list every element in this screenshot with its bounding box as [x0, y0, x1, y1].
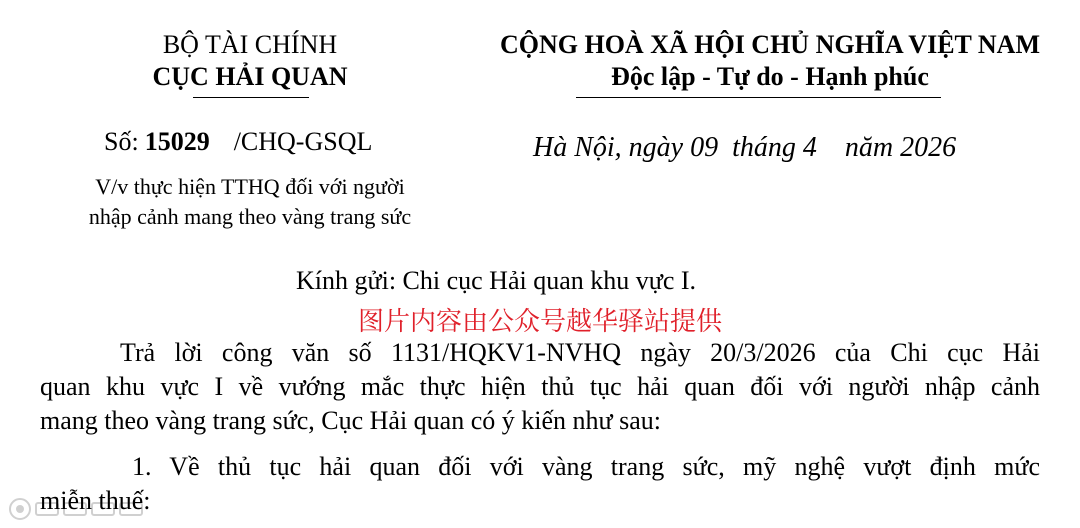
agency-parent: BỘ TÀI CHÍNH: [162, 30, 338, 59]
watermark-caption: 图片内容由公众号越华驿站提供: [357, 307, 722, 337]
national-motto: Độc lập - Tự do - Hạnh phúc: [611, 62, 929, 91]
paragraph-line: miễn thuế:: [40, 486, 151, 515]
agency-name: CỤC HẢI QUAN: [152, 62, 348, 91]
date-year: 2026: [900, 132, 957, 163]
paragraph-line: quan khu vực I về vướng mắc thực hiện thủ tục hải quan đối với người nhập cảnh: [40, 372, 1040, 401]
document-subject: [0, 172, 500, 232]
agency-underline: [193, 97, 309, 98]
subject-line-1: V/v thực hiện TTHQ đối với người: [95, 174, 405, 199]
subject-line-2: nhập cảnh mang theo vàng trang sức: [88, 204, 412, 229]
paragraph-line: mang theo vàng trang sức, Cục Hải quan có ý kiến như sau:: [40, 406, 661, 435]
document-number: [104, 127, 372, 157]
motto-underline: [576, 97, 941, 98]
recipient: Kính gửi: Chi cục Hải quan khu vực I.: [296, 266, 697, 295]
date-place: Hà Nội, ngày: [533, 132, 684, 163]
corner-watermark-logo: [6, 494, 156, 524]
body-paragraph-1: [40, 336, 1040, 438]
document-number-label: Số:: [104, 127, 139, 156]
date-month: 4: [802, 132, 817, 163]
national-title: CỘNG HOÀ XÃ HỘI CHỦ NGHĨA VIỆT NAM: [499, 30, 1041, 59]
date-year-label: năm: [844, 132, 894, 163]
date-month-label: tháng: [732, 132, 796, 163]
body-paragraph-2: [40, 450, 1040, 518]
paragraph-line: 1. Về thủ tục hải quan đối với vàng trang sức, mỹ nghệ vượt định mức: [132, 452, 1040, 481]
place-and-date: [533, 132, 956, 164]
paragraph-line: Trả lời công văn số 1131/HQKV1-NVHQ ngày 20/3/2026 của Chi cục Hải: [120, 338, 1040, 367]
date-day: 09: [690, 132, 719, 163]
document-number-value: 15029: [144, 127, 210, 156]
document-number-code: /CHQ-GSQL: [233, 127, 373, 156]
